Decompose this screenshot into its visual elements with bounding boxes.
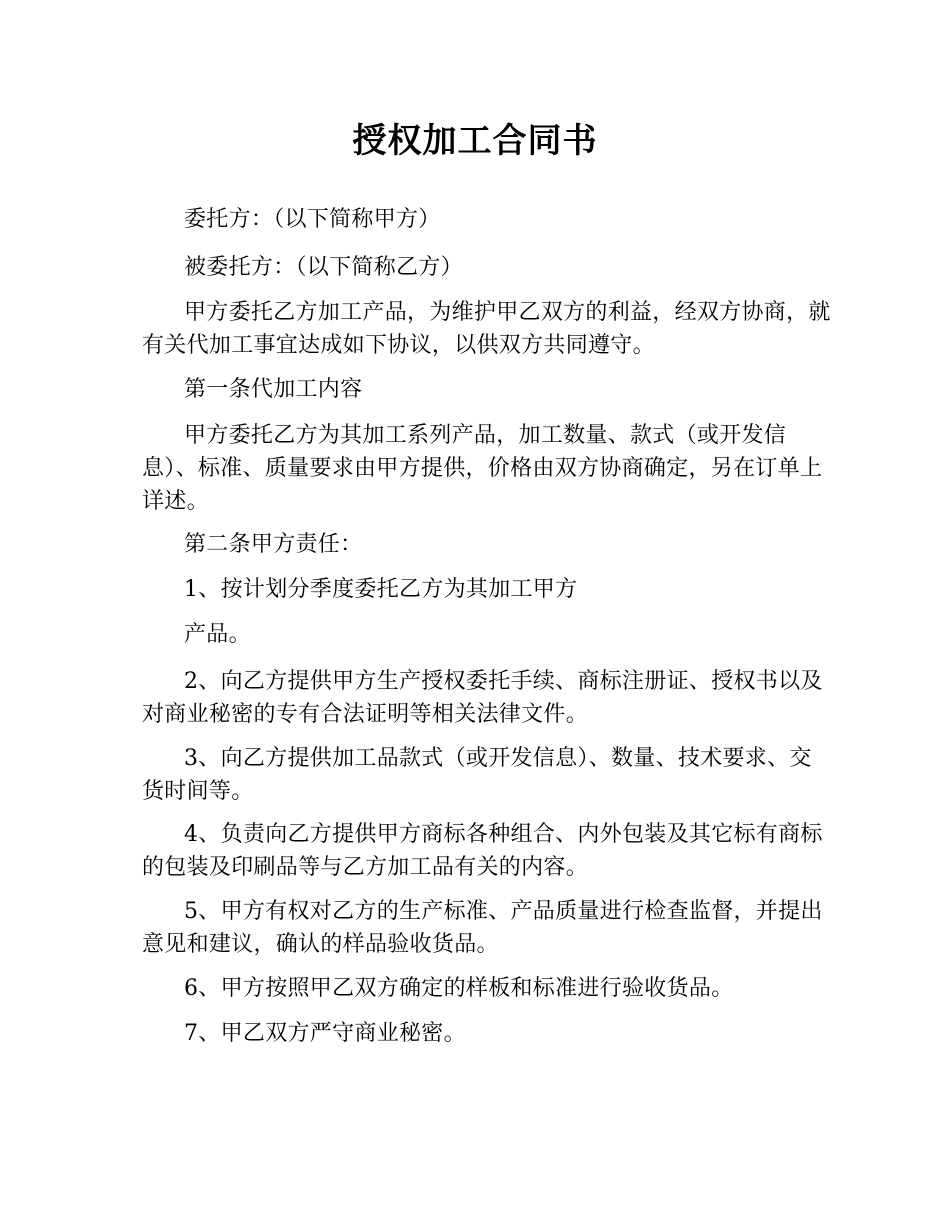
article-1-heading: 第一条代加工内容 <box>184 377 363 402</box>
clause-7: 7、甲乙双方严守商业秘密。 <box>184 1021 466 1046</box>
clause-2: 2、向乙方提供甲方生产授权委托手续、商标注册证、授权书以及对商业秘密的专有合法证明等相关法律文件。 <box>142 669 823 727</box>
party-b-line: 被委托方：（以下简称乙方） <box>184 255 463 280</box>
article-1-body: 甲方委托乙方为其加工系列产品，加工数量、款式（或开发信息）、标准、质量要求由甲方提供，价格由双方协商确定，另在订单上详述。 <box>142 423 823 514</box>
clause-5: 5、甲方有权对乙方的生产标准、产品质量进行检查监督，并提出意见和建议，确认的样品验收货品。 <box>142 899 823 957</box>
document-title: 授权加工合同书 <box>352 121 598 161</box>
clause-1: 1、按计划分季度委托乙方为其加工甲方 <box>184 577 578 602</box>
clause-6: 6、甲方按照甲乙双方确定的样板和标准进行验收货品。 <box>184 976 734 1001</box>
clause-4: 4、负责向乙方提供甲方商标各种组合、内外包装及其它标有商标的包装及印刷品等与乙方加工品有关的内容。 <box>142 822 823 880</box>
clause-1-continued: 产品。 <box>184 622 251 647</box>
clause-3: 3、向乙方提供加工品款式（或开发信息）、数量、技术要求、交货时间等。 <box>142 746 812 804</box>
preamble-paragraph: 甲方委托乙方加工产品，为维护甲乙双方的利益，经双方协商，就有关代加工事宜达成如下协议，以供双方共同遵守。 <box>142 300 831 358</box>
party-a-line: 委托方：（以下简称甲方） <box>184 207 441 232</box>
article-2-heading: 第二条甲方责任： <box>184 532 363 557</box>
